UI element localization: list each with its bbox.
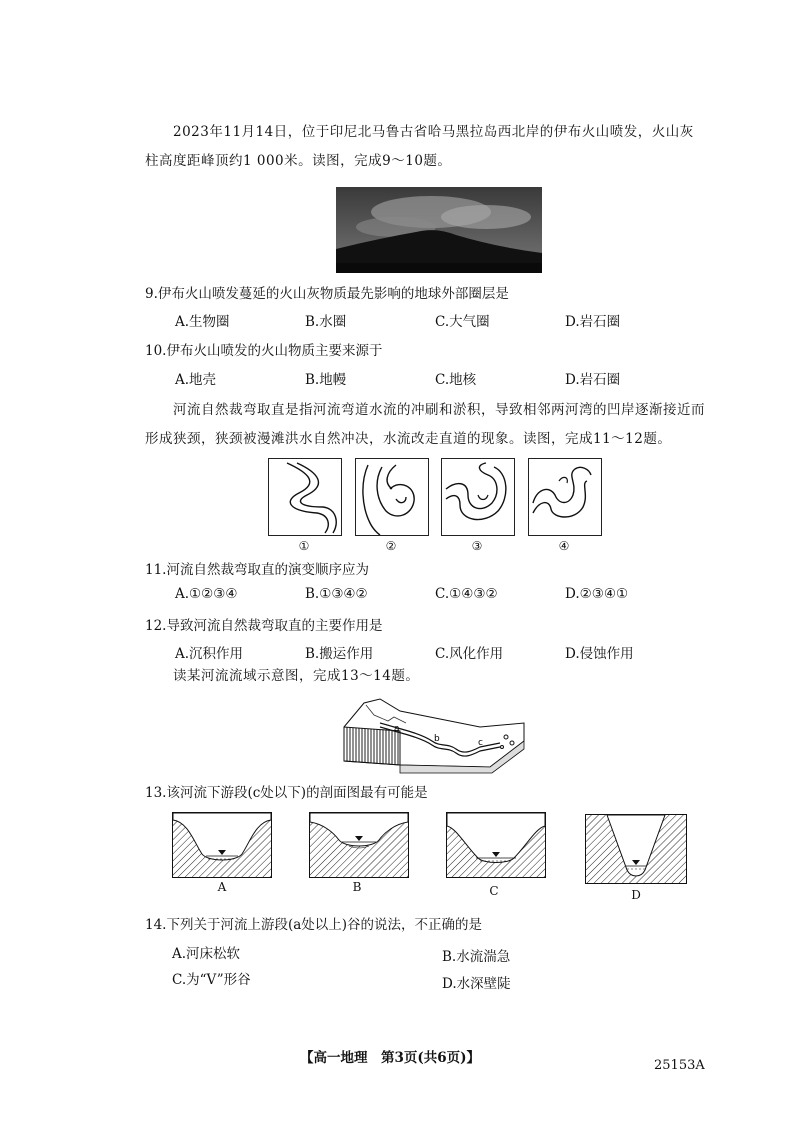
option[interactable]: A.河床松软: [172, 946, 241, 962]
question-9-stem: 9.伊布火山喷发蔓延的火山灰物质最先影响的地球外部圈层是: [145, 286, 509, 302]
option[interactable]: B.地幔: [305, 372, 347, 388]
page-footer: 【高一地理 第3页(共6页)】: [300, 1050, 481, 1066]
meander-diagram-3: [441, 458, 515, 536]
valley-label-d: D: [631, 888, 641, 902]
valley-profile-c[interactable]: [446, 812, 546, 882]
valley-profile-b[interactable]: [309, 812, 409, 882]
question-12-options: [175, 642, 695, 662]
valley-label-c: C: [489, 884, 499, 898]
valley-label-a: A: [217, 880, 227, 894]
option[interactable]: D.水深壁陡: [442, 976, 511, 992]
option[interactable]: A.沉积作用: [175, 646, 244, 662]
question-9-options: [175, 310, 695, 330]
option[interactable]: C.大气圈: [435, 314, 490, 330]
exam-code: 25153A: [654, 1058, 705, 1073]
option[interactable]: A.地壳: [175, 372, 217, 388]
meander-label-1: ①: [298, 539, 310, 553]
basin-label-b: b: [434, 734, 440, 744]
river-basin-diagram: [340, 697, 526, 775]
question-10-stem: 10.伊布火山喷发的火山物质主要来源于: [145, 343, 383, 359]
option[interactable]: C.风化作用: [435, 646, 504, 662]
option[interactable]: D.侵蚀作用: [565, 646, 634, 662]
intro-paragraph-meander: 河流自然裁弯取直是指河流弯道水流的冲刷和淤积，导致相邻两河湾的凹岸逐渐接近而形成狭颈，狭颈被漫滩洪水自然冲决，水流改走直道的现象。读图，完成11～12题。: [145, 402, 705, 447]
option[interactable]: A.生物圈: [175, 314, 230, 330]
valley-label-b: B: [352, 880, 362, 894]
option[interactable]: C.①④③②: [435, 586, 498, 602]
valley-profile-d[interactable]: [585, 814, 687, 888]
option[interactable]: B.①③④②: [305, 586, 368, 602]
valley-profile-a[interactable]: [172, 812, 272, 882]
question-12-stem: 12.导致河流自然裁弯取直的主要作用是: [145, 618, 383, 634]
question-10-options: [175, 368, 695, 388]
option[interactable]: D.岩石圈: [565, 314, 621, 330]
basin-label-a: a: [394, 724, 400, 734]
option[interactable]: A.①②③④: [175, 586, 238, 602]
meander-label-3: ③: [471, 539, 483, 553]
meander-label-4: ④: [558, 539, 570, 553]
question-11-options: [175, 586, 695, 602]
option[interactable]: D.②③④①: [565, 586, 629, 602]
basin-label-c: c: [478, 738, 483, 748]
intro-paragraph-volcano: 2023年11月14日，位于印尼北马鲁古省哈马黑拉岛西北岸的伊布火山喷发，火山灰柱高度距峰顶约1 000米。读图，完成9～10题。: [145, 124, 694, 169]
intro-paragraph-basin: 读某河流流域示意图，完成13～14题。: [173, 668, 420, 684]
meander-diagram-4: [528, 458, 602, 536]
option[interactable]: B.水流湍急: [442, 949, 511, 965]
option[interactable]: D.岩石圈: [565, 372, 621, 388]
question-11-stem: 11.河流自然裁弯取直的演变顺序应为: [145, 562, 369, 578]
meander-diagram-2: [355, 458, 429, 536]
question-13-stem: 13.该河流下游段(c处以下)的剖面图最有可能是: [145, 785, 428, 801]
meander-label-2: ②: [385, 539, 397, 553]
option[interactable]: B.搬运作用: [305, 646, 374, 662]
question-14-stem: 14.下列关于河流上游段(a处以上)谷的说法，不正确的是: [145, 917, 483, 933]
volcano-photo: [336, 187, 542, 273]
option[interactable]: C.地核: [435, 372, 477, 388]
meander-diagram-1: [268, 458, 342, 536]
option[interactable]: C.为“V”形谷: [172, 972, 251, 988]
option[interactable]: B.水圈: [305, 314, 347, 330]
